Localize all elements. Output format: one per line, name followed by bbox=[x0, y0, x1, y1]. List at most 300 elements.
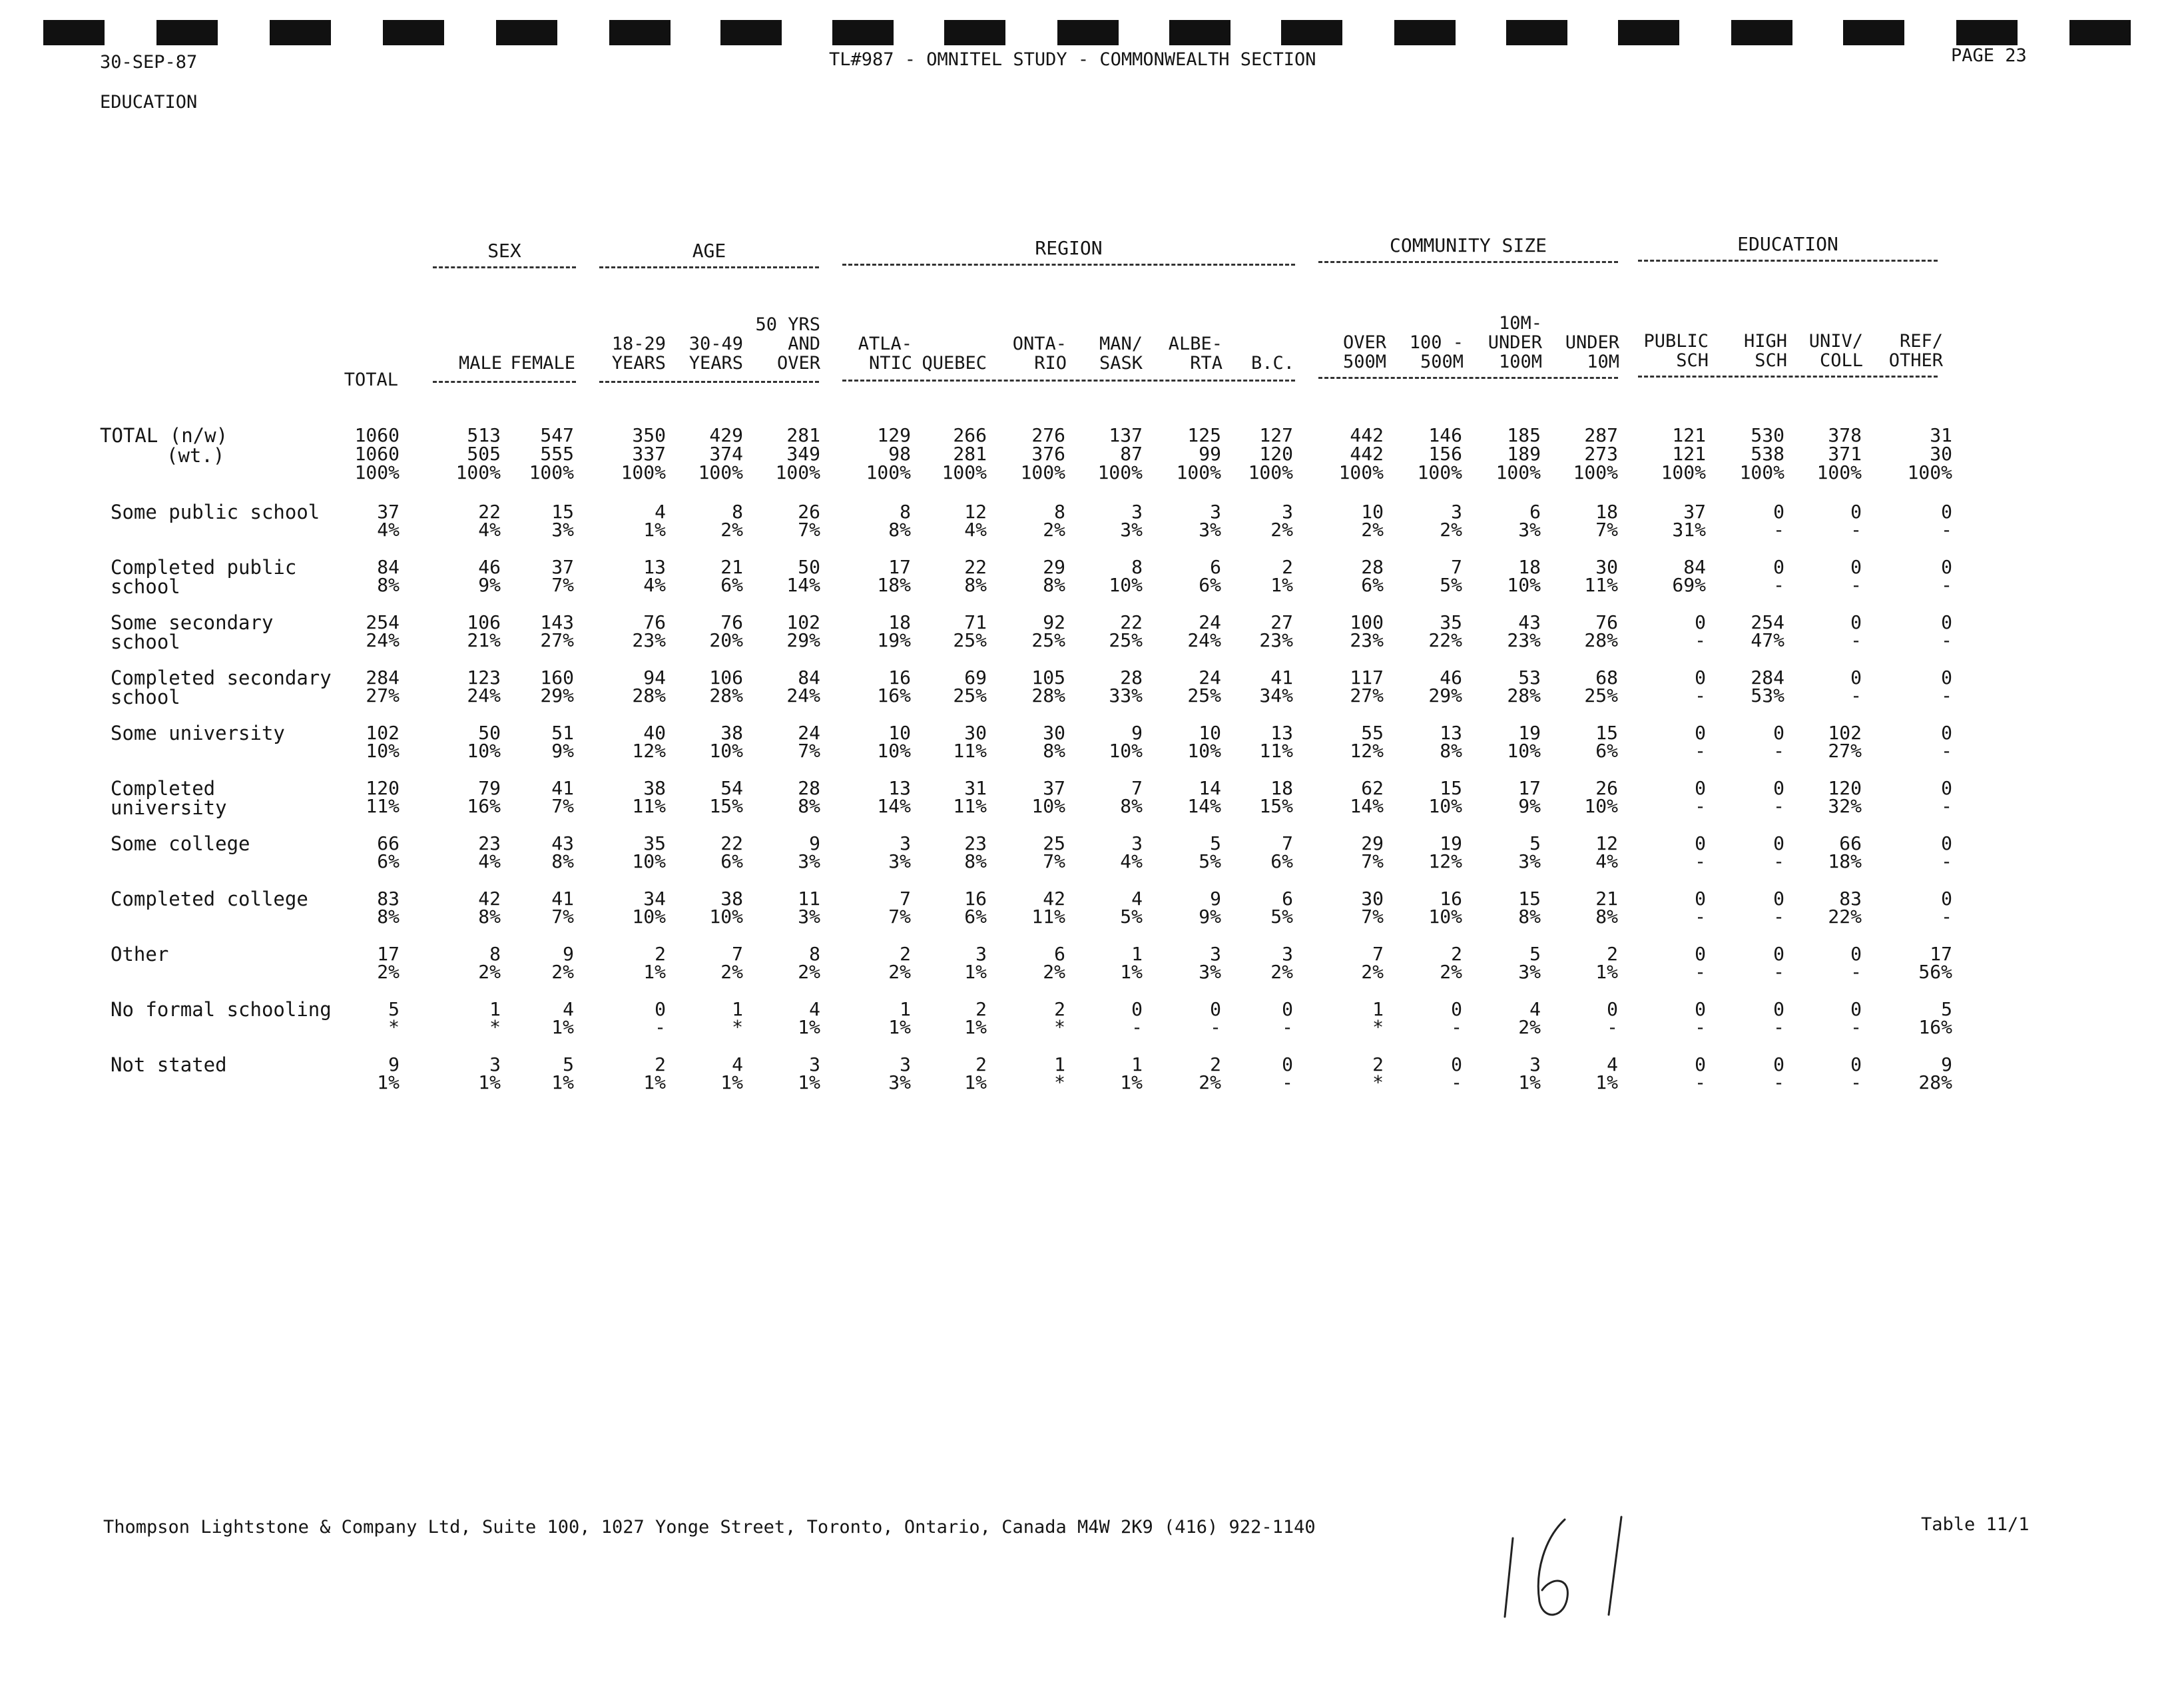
pct-age-18-29: 28% bbox=[632, 685, 666, 707]
total-n-age-30-49: 429 bbox=[709, 424, 743, 446]
count-quebec: 2 bbox=[975, 1053, 987, 1075]
pct-under-10m: 6% bbox=[1595, 740, 1618, 762]
total-pct-man-sask: 100% bbox=[1097, 461, 1143, 483]
pct-over-500m: 14% bbox=[1350, 795, 1384, 817]
pct-age-50-over: 3% bbox=[798, 850, 820, 872]
page-number: PAGE 23 bbox=[1951, 45, 2027, 66]
count-100-500m: 16 bbox=[1440, 888, 1462, 910]
count-male: 3 bbox=[489, 1053, 501, 1075]
sprocket-hole bbox=[496, 20, 557, 45]
count-10m-100m: 5 bbox=[1529, 832, 1541, 854]
pct-ref-other: - bbox=[1941, 629, 1952, 651]
count-under-10m: 68 bbox=[1595, 667, 1618, 689]
count-ref-other: 0 bbox=[1941, 611, 1952, 633]
count-total: 37 bbox=[377, 501, 400, 523]
count-alberta: 9 bbox=[1210, 888, 1221, 910]
pct-age-18-29: 10% bbox=[632, 850, 666, 872]
pct-female: 29% bbox=[540, 685, 574, 707]
pct-man-sask: 3% bbox=[1120, 519, 1143, 541]
pct-age-18-29: 10% bbox=[632, 906, 666, 928]
pct-age-30-49: 2% bbox=[720, 961, 743, 983]
total-weighted-ontario: 376 bbox=[1031, 443, 1065, 465]
count-bc: 6 bbox=[1282, 888, 1293, 910]
count-alberta: 5 bbox=[1210, 832, 1221, 854]
count-atlantic: 7 bbox=[900, 888, 911, 910]
count-alberta: 2 bbox=[1210, 1053, 1221, 1075]
count-public-sch: 0 bbox=[1695, 998, 1706, 1020]
pct-age-30-49: 15% bbox=[709, 795, 743, 817]
column-header: 10M- UNDER 100M bbox=[1488, 313, 1542, 372]
pct-alberta: 9% bbox=[1199, 906, 1221, 928]
count-age-50-over: 8 bbox=[809, 943, 820, 965]
count-atlantic: 2 bbox=[900, 943, 911, 965]
count-under-10m: 21 bbox=[1595, 888, 1618, 910]
count-over-500m: 7 bbox=[1372, 943, 1384, 965]
pct-100-500m: 5% bbox=[1440, 574, 1462, 596]
pct-total: 8% bbox=[377, 906, 400, 928]
pct-10m-100m: 3% bbox=[1518, 850, 1541, 872]
column-header-underline bbox=[433, 381, 576, 383]
count-male: 42 bbox=[478, 888, 501, 910]
pct-high-sch: - bbox=[1773, 740, 1784, 762]
pct-male: 4% bbox=[478, 519, 501, 541]
column-header: 18-29 YEARS bbox=[611, 334, 666, 374]
pct-female: 3% bbox=[551, 519, 574, 541]
pct-atlantic: 10% bbox=[877, 740, 911, 762]
pct-public-sch: 69% bbox=[1672, 574, 1706, 596]
count-ontario: 105 bbox=[1031, 667, 1065, 689]
pct-under-10m: 10% bbox=[1584, 795, 1618, 817]
pct-atlantic: 14% bbox=[877, 795, 911, 817]
count-age-18-29: 38 bbox=[643, 777, 666, 799]
total-pct-total: 100% bbox=[354, 461, 400, 483]
pct-male: * bbox=[489, 1016, 501, 1038]
pct-quebec: 25% bbox=[953, 685, 987, 707]
count-ref-other: 0 bbox=[1941, 832, 1952, 854]
count-univ-coll: 66 bbox=[1839, 832, 1862, 854]
count-ontario: 29 bbox=[1043, 556, 1065, 578]
count-over-500m: 100 bbox=[1350, 611, 1384, 633]
pct-alberta: 3% bbox=[1199, 519, 1221, 541]
pct-ref-other: 56% bbox=[1918, 961, 1952, 983]
pct-male: 2% bbox=[478, 961, 501, 983]
count-age-50-over: 50 bbox=[798, 556, 820, 578]
pct-alberta: 25% bbox=[1187, 685, 1221, 707]
total-n-high-sch: 530 bbox=[1751, 424, 1784, 446]
count-age-50-over: 26 bbox=[798, 501, 820, 523]
pct-10m-100m: 23% bbox=[1507, 629, 1541, 651]
count-atlantic: 13 bbox=[888, 777, 911, 799]
count-male: 1 bbox=[489, 998, 501, 1020]
pct-10m-100m: 10% bbox=[1507, 574, 1541, 596]
total-weighted-atlantic: 98 bbox=[888, 443, 911, 465]
count-100-500m: 35 bbox=[1440, 611, 1462, 633]
pct-quebec: 25% bbox=[953, 629, 987, 651]
pct-10m-100m: 10% bbox=[1507, 740, 1541, 762]
pct-over-500m: * bbox=[1372, 1016, 1384, 1038]
count-man-sask: 3 bbox=[1131, 832, 1143, 854]
count-age-30-49: 38 bbox=[720, 722, 743, 744]
handwritten-page-number bbox=[1498, 1512, 1631, 1625]
count-quebec: 12 bbox=[964, 501, 987, 523]
count-quebec: 2 bbox=[975, 998, 987, 1020]
total-pct-under-10m: 100% bbox=[1573, 461, 1618, 483]
total-n-age-50-over: 281 bbox=[786, 424, 820, 446]
pct-high-sch: - bbox=[1773, 961, 1784, 983]
count-10m-100m: 4 bbox=[1529, 998, 1541, 1020]
count-public-sch: 0 bbox=[1695, 1053, 1706, 1075]
pct-female: 2% bbox=[551, 961, 574, 983]
pct-univ-coll: - bbox=[1850, 519, 1862, 541]
total-weighted-age-30-49: 374 bbox=[709, 443, 743, 465]
count-age-50-over: 102 bbox=[786, 611, 820, 633]
pct-ref-other: 28% bbox=[1918, 1071, 1952, 1093]
pct-age-50-over: 14% bbox=[786, 574, 820, 596]
column-header: QUEBEC bbox=[922, 353, 987, 374]
count-ontario: 6 bbox=[1054, 943, 1065, 965]
count-female: 9 bbox=[563, 943, 574, 965]
sprocket-hole bbox=[944, 20, 1005, 45]
count-male: 123 bbox=[467, 667, 501, 689]
count-univ-coll: 83 bbox=[1839, 888, 1862, 910]
count-public-sch: 0 bbox=[1695, 611, 1706, 633]
pct-ref-other: - bbox=[1941, 685, 1952, 707]
column-header: 100 - 500M bbox=[1409, 332, 1464, 372]
pct-age-50-over: 3% bbox=[798, 906, 820, 928]
pct-over-500m: 7% bbox=[1361, 906, 1384, 928]
pct-atlantic: 18% bbox=[877, 574, 911, 596]
pct-total: 8% bbox=[377, 574, 400, 596]
pct-female: 1% bbox=[551, 1071, 574, 1093]
count-ref-other: 0 bbox=[1941, 777, 1952, 799]
count-under-10m: 12 bbox=[1595, 832, 1618, 854]
sprocket-hole bbox=[1506, 20, 1567, 45]
sprocket-hole bbox=[1169, 20, 1230, 45]
count-under-10m: 0 bbox=[1607, 998, 1618, 1020]
pct-age-30-49: 28% bbox=[709, 685, 743, 707]
count-public-sch: 0 bbox=[1695, 667, 1706, 689]
pct-10m-100m: 2% bbox=[1518, 1016, 1541, 1038]
total-pct-ontario: 100% bbox=[1020, 461, 1065, 483]
count-man-sask: 1 bbox=[1131, 943, 1143, 965]
column-header-underline bbox=[842, 380, 1295, 382]
pct-age-50-over: 7% bbox=[798, 740, 820, 762]
pct-atlantic: 19% bbox=[877, 629, 911, 651]
row-label: Some secondary school bbox=[111, 611, 274, 653]
count-age-18-29: 4 bbox=[655, 501, 666, 523]
pct-ontario: 2% bbox=[1043, 961, 1065, 983]
count-univ-coll: 0 bbox=[1850, 943, 1862, 965]
count-10m-100m: 6 bbox=[1529, 501, 1541, 523]
pct-age-50-over: 1% bbox=[798, 1016, 820, 1038]
total-n-female: 547 bbox=[540, 424, 574, 446]
count-univ-coll: 0 bbox=[1850, 667, 1862, 689]
pct-age-30-49: * bbox=[732, 1016, 743, 1038]
pct-over-500m: 23% bbox=[1350, 629, 1384, 651]
total-pct-bc: 100% bbox=[1248, 461, 1293, 483]
total-pct-high-sch: 100% bbox=[1739, 461, 1784, 483]
pct-quebec: 8% bbox=[964, 850, 987, 872]
pct-under-10m: 4% bbox=[1595, 850, 1618, 872]
pct-public-sch: - bbox=[1695, 961, 1706, 983]
pct-age-30-49: 1% bbox=[720, 1071, 743, 1093]
count-man-sask: 4 bbox=[1131, 888, 1143, 910]
count-age-18-29: 40 bbox=[643, 722, 666, 744]
count-public-sch: 37 bbox=[1683, 501, 1706, 523]
count-total: 284 bbox=[366, 667, 400, 689]
pct-age-50-over: 1% bbox=[798, 1071, 820, 1093]
total-pct-age-50-over: 100% bbox=[775, 461, 820, 483]
count-public-sch: 0 bbox=[1695, 722, 1706, 744]
count-bc: 3 bbox=[1282, 501, 1293, 523]
pct-male: 21% bbox=[467, 629, 501, 651]
row-label: Some college bbox=[111, 832, 250, 855]
pct-atlantic: 3% bbox=[888, 850, 911, 872]
pct-100-500m: 12% bbox=[1428, 850, 1462, 872]
total-weighted-male: 505 bbox=[467, 443, 501, 465]
pct-total: 24% bbox=[366, 629, 400, 651]
column-header: ATLA- NTIC bbox=[858, 334, 912, 374]
count-over-500m: 28 bbox=[1361, 556, 1384, 578]
column-header: PUBLIC SCH bbox=[1643, 331, 1709, 371]
group-education-underline bbox=[1638, 260, 1938, 262]
pct-high-sch: - bbox=[1773, 850, 1784, 872]
count-100-500m: 46 bbox=[1440, 667, 1462, 689]
pct-bc: 2% bbox=[1270, 961, 1293, 983]
pct-ref-other: - bbox=[1941, 850, 1952, 872]
count-10m-100m: 43 bbox=[1518, 611, 1541, 633]
pct-ontario: 8% bbox=[1043, 740, 1065, 762]
count-under-10m: 76 bbox=[1595, 611, 1618, 633]
count-total: 254 bbox=[366, 611, 400, 633]
pct-man-sask: 1% bbox=[1120, 961, 1143, 983]
pct-under-10m: 28% bbox=[1584, 629, 1618, 651]
count-quebec: 30 bbox=[964, 722, 987, 744]
total-weighted-ref-other: 30 bbox=[1930, 443, 1952, 465]
count-age-30-49: 76 bbox=[720, 611, 743, 633]
report-date: 30-SEP-87 bbox=[100, 52, 198, 73]
pct-bc: 1% bbox=[1270, 574, 1293, 596]
count-alberta: 10 bbox=[1199, 722, 1221, 744]
total-n-alberta: 125 bbox=[1187, 424, 1221, 446]
count-bc: 0 bbox=[1282, 1053, 1293, 1075]
pct-atlantic: 1% bbox=[888, 1016, 911, 1038]
pct-male: 16% bbox=[467, 795, 501, 817]
pct-man-sask: 10% bbox=[1109, 740, 1143, 762]
pct-female: 8% bbox=[551, 850, 574, 872]
pct-100-500m: 2% bbox=[1440, 961, 1462, 983]
count-age-30-49: 38 bbox=[720, 888, 743, 910]
pct-ref-other: - bbox=[1941, 740, 1952, 762]
count-age-18-29: 76 bbox=[643, 611, 666, 633]
pct-alberta: 24% bbox=[1187, 629, 1221, 651]
pct-over-500m: 7% bbox=[1361, 850, 1384, 872]
count-100-500m: 19 bbox=[1440, 832, 1462, 854]
total-pct-10m-100m: 100% bbox=[1496, 461, 1541, 483]
count-ontario: 8 bbox=[1054, 501, 1065, 523]
column-header-underline bbox=[599, 381, 819, 383]
pct-high-sch: - bbox=[1773, 1016, 1784, 1038]
group-region-underline bbox=[842, 264, 1295, 266]
table-reference: Table 11/1 bbox=[1921, 1514, 2030, 1535]
pct-man-sask: 8% bbox=[1120, 795, 1143, 817]
column-header: ONTA- RIO bbox=[1012, 334, 1067, 374]
row-label: No formal schooling bbox=[111, 998, 332, 1021]
row-label: Some public school bbox=[111, 501, 320, 523]
pct-female: 7% bbox=[551, 906, 574, 928]
sprocket-hole bbox=[1731, 20, 1792, 45]
column-header: UNIV/ COLL bbox=[1808, 331, 1863, 371]
pct-age-18-29: 1% bbox=[643, 961, 666, 983]
count-alberta: 14 bbox=[1199, 777, 1221, 799]
pct-male: 1% bbox=[478, 1071, 501, 1093]
pct-atlantic: 7% bbox=[888, 906, 911, 928]
total-pct-ref-other: 100% bbox=[1907, 461, 1952, 483]
count-age-18-29: 2 bbox=[655, 1053, 666, 1075]
pct-man-sask: - bbox=[1131, 1016, 1143, 1038]
count-100-500m: 0 bbox=[1451, 1053, 1462, 1075]
pct-100-500m: 10% bbox=[1428, 906, 1462, 928]
total-row-weighted-label: (wt.) bbox=[166, 444, 225, 467]
row-label: Some university bbox=[111, 722, 285, 744]
count-age-18-29: 94 bbox=[643, 667, 666, 689]
pct-alberta: - bbox=[1210, 1016, 1221, 1038]
row-label: Completed public school bbox=[111, 556, 297, 598]
count-age-30-49: 4 bbox=[732, 1053, 743, 1075]
pct-alberta: 14% bbox=[1187, 795, 1221, 817]
count-ontario: 25 bbox=[1043, 832, 1065, 854]
count-high-sch: 0 bbox=[1773, 501, 1784, 523]
count-male: 106 bbox=[467, 611, 501, 633]
pct-100-500m: 10% bbox=[1428, 795, 1462, 817]
pct-ref-other: - bbox=[1941, 574, 1952, 596]
total-n-male: 513 bbox=[467, 424, 501, 446]
pct-age-18-29: 11% bbox=[632, 795, 666, 817]
pct-age-18-29: 12% bbox=[632, 740, 666, 762]
total-n-100-500m: 146 bbox=[1428, 424, 1462, 446]
pct-high-sch: - bbox=[1773, 906, 1784, 928]
count-quebec: 22 bbox=[964, 556, 987, 578]
pct-over-500m: 6% bbox=[1361, 574, 1384, 596]
count-age-30-49: 1 bbox=[732, 998, 743, 1020]
pct-quebec: 1% bbox=[964, 961, 987, 983]
total-row-label: TOTAL (n/w) bbox=[100, 424, 228, 447]
count-male: 79 bbox=[478, 777, 501, 799]
count-bc: 18 bbox=[1270, 777, 1293, 799]
pct-ontario: 7% bbox=[1043, 850, 1065, 872]
group-sex: SEX bbox=[487, 240, 521, 262]
row-label: Completed university bbox=[111, 777, 227, 819]
count-high-sch: 0 bbox=[1773, 777, 1784, 799]
count-10m-100m: 19 bbox=[1518, 722, 1541, 744]
count-quebec: 71 bbox=[964, 611, 987, 633]
count-over-500m: 117 bbox=[1350, 667, 1384, 689]
total-weighted-man-sask: 87 bbox=[1120, 443, 1143, 465]
total-weighted-female: 555 bbox=[540, 443, 574, 465]
count-univ-coll: 0 bbox=[1850, 501, 1862, 523]
column-header: 50 YRS AND OVER bbox=[755, 314, 820, 374]
pct-male: 10% bbox=[467, 740, 501, 762]
pct-total: 2% bbox=[377, 961, 400, 983]
pct-univ-coll: - bbox=[1850, 685, 1862, 707]
pct-atlantic: 2% bbox=[888, 961, 911, 983]
count-total: 120 bbox=[366, 777, 400, 799]
column-header: 30-49 YEARS bbox=[688, 334, 743, 374]
total-weighted-age-18-29: 337 bbox=[632, 443, 666, 465]
count-age-18-29: 35 bbox=[643, 832, 666, 854]
count-over-500m: 10 bbox=[1361, 501, 1384, 523]
total-n-atlantic: 129 bbox=[877, 424, 911, 446]
pct-female: 7% bbox=[551, 795, 574, 817]
total-pct-age-18-29: 100% bbox=[621, 461, 666, 483]
total-n-total: 1060 bbox=[354, 424, 400, 446]
count-high-sch: 0 bbox=[1773, 832, 1784, 854]
pct-age-30-49: 20% bbox=[709, 629, 743, 651]
pct-ref-other: - bbox=[1941, 519, 1952, 541]
count-quebec: 16 bbox=[964, 888, 987, 910]
count-total: 17 bbox=[377, 943, 400, 965]
count-man-sask: 28 bbox=[1120, 667, 1143, 689]
pct-male: 4% bbox=[478, 850, 501, 872]
pct-public-sch: - bbox=[1695, 629, 1706, 651]
count-age-18-29: 13 bbox=[643, 556, 666, 578]
count-over-500m: 2 bbox=[1372, 1053, 1384, 1075]
total-n-univ-coll: 378 bbox=[1828, 424, 1862, 446]
total-weighted-quebec: 281 bbox=[953, 443, 987, 465]
pct-univ-coll: - bbox=[1850, 629, 1862, 651]
total-weighted-10m-100m: 189 bbox=[1507, 443, 1541, 465]
pct-univ-coll: 27% bbox=[1828, 740, 1862, 762]
count-alberta: 0 bbox=[1210, 998, 1221, 1020]
pct-ontario: * bbox=[1054, 1016, 1065, 1038]
count-age-50-over: 84 bbox=[798, 667, 820, 689]
count-10m-100m: 18 bbox=[1518, 556, 1541, 578]
pct-atlantic: 16% bbox=[877, 685, 911, 707]
count-under-10m: 30 bbox=[1595, 556, 1618, 578]
pct-quebec: 6% bbox=[964, 906, 987, 928]
pct-alberta: 6% bbox=[1199, 574, 1221, 596]
count-age-30-49: 8 bbox=[732, 501, 743, 523]
pct-quebec: 8% bbox=[964, 574, 987, 596]
count-quebec: 69 bbox=[964, 667, 987, 689]
total-weighted-public-sch: 121 bbox=[1672, 443, 1706, 465]
count-age-30-49: 106 bbox=[709, 667, 743, 689]
total-n-man-sask: 137 bbox=[1109, 424, 1143, 446]
pct-under-10m: 7% bbox=[1595, 519, 1618, 541]
count-ref-other: 0 bbox=[1941, 722, 1952, 744]
count-total: 5 bbox=[388, 998, 400, 1020]
count-male: 22 bbox=[478, 501, 501, 523]
pct-100-500m: - bbox=[1451, 1016, 1462, 1038]
pct-bc: 6% bbox=[1270, 850, 1293, 872]
pct-age-50-over: 2% bbox=[798, 961, 820, 983]
pct-quebec: 1% bbox=[964, 1071, 987, 1093]
sprocket-hole bbox=[43, 20, 105, 45]
count-age-50-over: 9 bbox=[809, 832, 820, 854]
count-high-sch: 0 bbox=[1773, 998, 1784, 1020]
pct-under-10m: 8% bbox=[1595, 906, 1618, 928]
total-weighted-bc: 120 bbox=[1259, 443, 1293, 465]
count-female: 41 bbox=[551, 777, 574, 799]
count-age-50-over: 28 bbox=[798, 777, 820, 799]
column-header: UNDER 10M bbox=[1565, 332, 1619, 372]
pct-man-sask: 10% bbox=[1109, 574, 1143, 596]
column-header: FEMALE bbox=[510, 353, 575, 374]
pct-total: 10% bbox=[366, 740, 400, 762]
pct-atlantic: 8% bbox=[888, 519, 911, 541]
pct-age-50-over: 8% bbox=[798, 795, 820, 817]
column-header: MALE bbox=[458, 353, 502, 374]
